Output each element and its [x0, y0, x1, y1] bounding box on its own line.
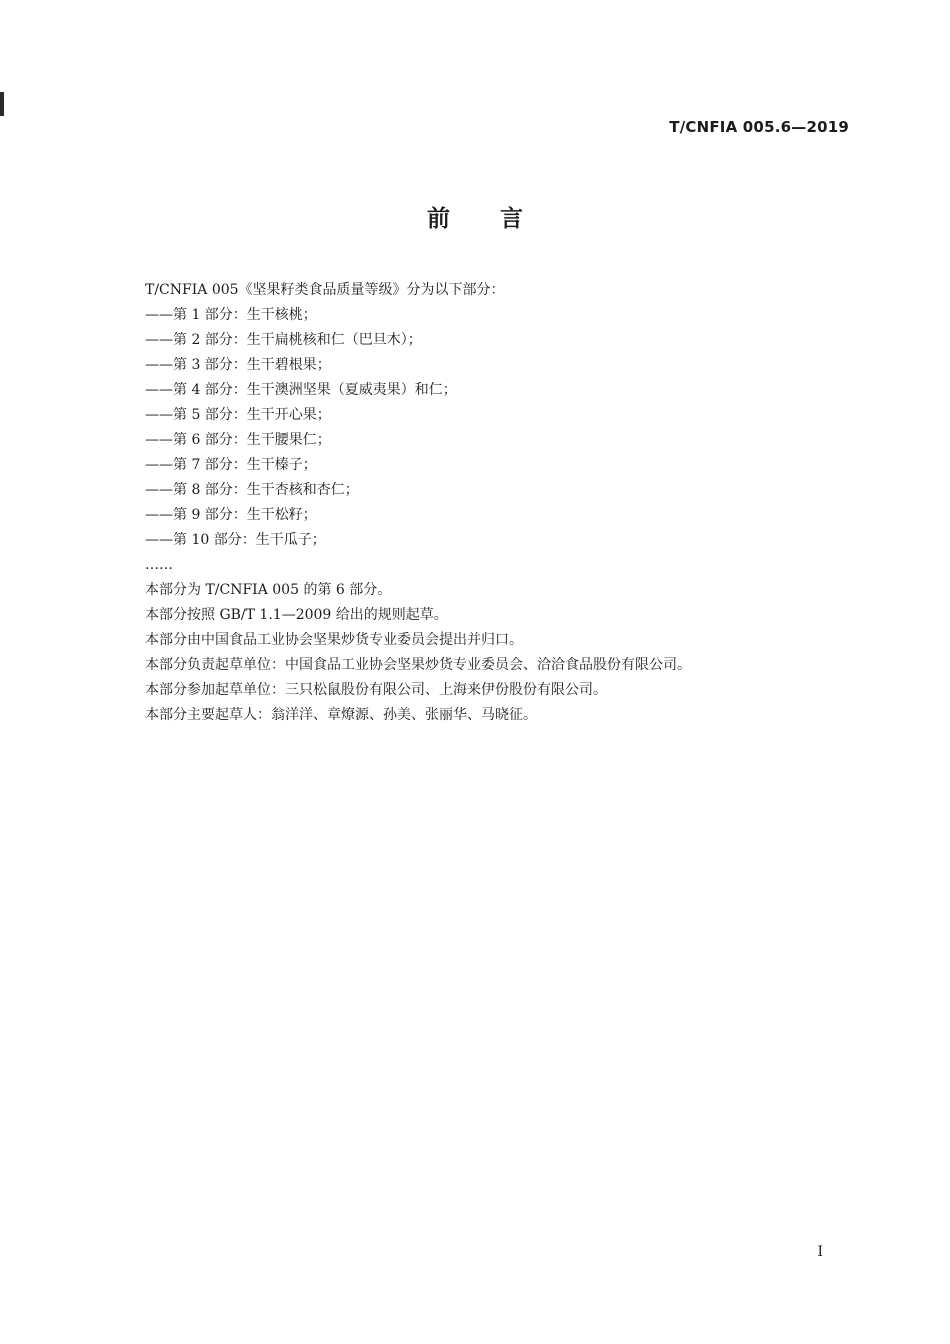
part-list-item: ——第 9 部分：生干松籽； [145, 507, 317, 523]
part-list-item: ——第 4 部分：生干澳洲坚果（夏威夷果）和仁； [145, 382, 457, 398]
statement-line: 本部分负责起草单位：中国食品工业协会坚果炒货专业委员会、洽洽食品股份有限公司。 [145, 657, 691, 673]
part-list-item: ——第 8 部分：生干杏核和杏仁； [145, 482, 359, 498]
part-list-item: ——第 3 部分：生干碧根果； [145, 357, 331, 373]
page-title: 前言 [427, 206, 573, 232]
ellipsis-line: …… [145, 557, 173, 573]
part-list-item: ——第 5 部分：生干开心果； [145, 407, 331, 423]
statement-line: 本部分为 T/CNFIA 005 的第 6 部分。 [145, 582, 392, 598]
part-list-item: ——第 10 部分：生干瓜子； [145, 532, 326, 548]
statement-line: 本部分由中国食品工业协会坚果炒货专业委员会提出并归口。 [145, 632, 523, 648]
part-list-item: ——第 6 部分：生干腰果仁； [145, 432, 331, 448]
part-list-item: ——第 2 部分：生干扁桃核和仁（巴旦木）； [145, 332, 422, 348]
statement-line: 本部分参加起草单位：三只松鼠股份有限公司、上海来伊份股份有限公司。 [145, 682, 607, 698]
part-list-item: ——第 7 部分：生干榛子； [145, 457, 317, 473]
statement-line: 本部分按照 GB/T 1.1—2009 给出的规则起草。 [145, 607, 448, 623]
page-number: I [817, 1244, 823, 1260]
part-list-item: ——第 1 部分：生干核桃； [145, 307, 317, 323]
foreword-body [145, 278, 825, 728]
statement-line: 本部分主要起草人：翁洋洋、章燎源、孙美、张丽华、马晓征。 [145, 707, 537, 723]
scan-edge-mark [0, 92, 4, 116]
document-code: T/CNFIA 005.6—2019 [669, 118, 849, 136]
intro-line: T/CNFIA 005《坚果籽类食品质量等级》分为以下部分： [145, 282, 505, 298]
